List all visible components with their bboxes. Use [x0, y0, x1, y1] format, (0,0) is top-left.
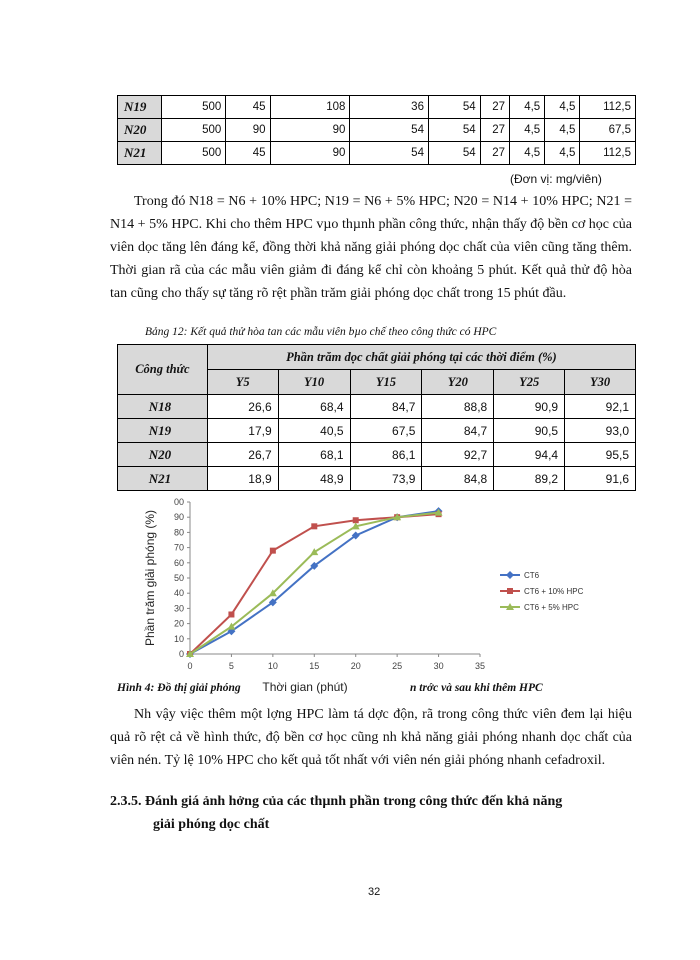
- table-cell: 67,5: [580, 119, 636, 142]
- unit-note: (Đơn vị: mg/viên): [510, 172, 602, 186]
- table-cell: 18,9: [207, 467, 278, 491]
- table-cell: 112,5: [580, 96, 636, 119]
- data-point: [270, 548, 276, 554]
- x-tick-label: 30: [433, 661, 444, 671]
- data-point: [228, 611, 234, 617]
- x-tick-label: 5: [228, 661, 234, 671]
- table-cell: 86,1: [350, 443, 422, 467]
- table-cell: 90: [270, 119, 350, 142]
- table-cell: 91,6: [565, 467, 636, 491]
- heading-line1: Đánh giá ảnh hởng của các thµnh phần trong công thức đến khả năng: [145, 794, 563, 809]
- y-tick-label: 80: [173, 527, 184, 538]
- y-tick-label: 10: [173, 633, 184, 644]
- row-label: N20: [118, 443, 208, 467]
- table-cell: 94,4: [494, 443, 565, 467]
- table-caption: Bảng 12: Kết quả thử hòa tan các mẫu viên bµo chế theo công thức có HPC: [145, 326, 497, 338]
- y-tick-label: 0: [178, 649, 184, 659]
- table-cell: 54: [428, 96, 480, 119]
- x-axis-label: Thời gian (phút): [262, 680, 348, 694]
- x-tick-label: 25: [392, 661, 403, 671]
- row-label: N21: [118, 467, 208, 491]
- table-cell: 93,0: [565, 419, 636, 443]
- y-tick-label: 50: [173, 573, 184, 583]
- table-cell: 4,5: [545, 119, 580, 142]
- table-cell: 112,5: [580, 142, 636, 165]
- x-tick-label: 15: [309, 661, 320, 671]
- table-cell: 92,7: [422, 443, 494, 467]
- table-cell: 4,5: [545, 142, 580, 165]
- paragraph-results: Trong đó N18 = N6 + 10% HPC; N19 = N6 + 5% HPC; N20 = N14 + 10% HPC; N21 = N14 + 5% HPC. Khi cho thêm HPC vµo thµnh phần công thức, nhận thấy độ bền cơ học của viên dọc tăng lên đáng kể, đồng thời khả năng giải phóng dọc chất của viên cũng tăng thêm. Thời gian rã của các mẫu viên giảm đi đáng kể chỉ còn khoảng 5 phút. Kết quả thử độ hòa tan cũng cho thấy sự tăng rõ rệt phần trăm giải phóng dọc chất trong 15 phút đầu.: [110, 194, 632, 301]
- table-cell: 27: [480, 142, 509, 165]
- table-cell: 17,9: [207, 419, 278, 443]
- page-number: 32: [368, 886, 381, 898]
- data-point: [311, 523, 317, 529]
- legend-label: CT6 + 10% HPC: [524, 587, 584, 596]
- table-cell: 26,6: [207, 395, 278, 419]
- table-row: [118, 467, 636, 491]
- table-cell: 54: [350, 142, 429, 165]
- table-cell: 89,2: [494, 467, 565, 491]
- section-heading: [110, 790, 635, 813]
- row-label: N19: [118, 96, 162, 119]
- figure-caption-right: n trớc và sau khi thêm HPC: [410, 682, 543, 694]
- figure-caption-left: Hình 4: Đồ thị giải phóng: [117, 682, 241, 694]
- legend-marker: [506, 571, 514, 579]
- y-tick-label: 90: [173, 512, 184, 523]
- row-label: N19: [118, 419, 208, 443]
- table-cell: 90,5: [494, 419, 565, 443]
- table-row: [118, 96, 636, 119]
- table-cell: 27: [480, 119, 509, 142]
- time-header: Y20: [422, 370, 494, 395]
- table-cell: 4,5: [510, 142, 545, 165]
- x-tick-label: 10: [267, 661, 278, 671]
- table-cell: 45: [226, 142, 270, 165]
- heading-line2: giải phóng dọc chất: [153, 817, 270, 832]
- paragraph-conclusion: Nh vậy việc thêm một lợng HPC làm tá dợc độn, rã trong công thức viên đem lại hiệu quả rõ rệt cả về hình thức, độ bền cơ học cũng nh khả năng giải phóng nhanh dọc chất của viên nén. Tỷ lệ 10% HPC cho kết quả tốt nhất với viên nén giải phóng nhanh cefadroxil.: [110, 707, 632, 768]
- table-row: [118, 443, 636, 467]
- x-tick-label: 0: [187, 661, 193, 671]
- table-cell: 84,7: [350, 395, 422, 419]
- series-line: [190, 511, 439, 654]
- time-header: Y15: [350, 370, 422, 395]
- table-cell: 54: [350, 119, 429, 142]
- table-cell: 88,8: [422, 395, 494, 419]
- table-cell: 500: [162, 96, 226, 119]
- table-cell: 4,5: [510, 119, 545, 142]
- table-cell: 26,7: [207, 443, 278, 467]
- y-axis-label: Phần trăm giải phóng (%): [143, 509, 157, 647]
- dissolution-chart: [110, 490, 640, 700]
- y-tick-label: 00: [173, 497, 184, 507]
- y-tick-label: 40: [173, 588, 184, 599]
- table-cell: 500: [162, 142, 226, 165]
- header-group: Phần trăm dọc chất giải phóng tại các thời điểm (%): [207, 345, 635, 370]
- table-cell: 108: [270, 96, 350, 119]
- table-cell: 45: [226, 96, 270, 119]
- table-cell: 36: [350, 96, 429, 119]
- table-cell: 84,8: [422, 467, 494, 491]
- table-cell: 95,5: [565, 443, 636, 467]
- table-cell: 40,5: [278, 419, 350, 443]
- header-formula: Công thức: [118, 345, 208, 395]
- row-label: N20: [118, 119, 162, 142]
- y-tick-label: 60: [173, 557, 184, 568]
- dissolution-table: [117, 344, 636, 491]
- table-cell: 48,9: [278, 467, 350, 491]
- table-cell: 68,1: [278, 443, 350, 467]
- y-tick-label: 70: [173, 542, 184, 553]
- table-cell: 67,5: [350, 419, 422, 443]
- y-tick-label: 20: [173, 618, 184, 629]
- table-row: [118, 119, 636, 142]
- table-cell: 4,5: [510, 96, 545, 119]
- table-row: [118, 395, 636, 419]
- row-label: N18: [118, 395, 208, 419]
- table-row: [118, 419, 636, 443]
- time-header: Y25: [494, 370, 565, 395]
- table-cell: 90: [270, 142, 350, 165]
- table-cell: 4,5: [545, 96, 580, 119]
- x-tick-label: 20: [350, 661, 361, 671]
- data-point: [310, 548, 318, 555]
- x-tick-label: 35: [474, 661, 486, 671]
- table-row: [118, 142, 636, 165]
- time-header: Y30: [565, 370, 636, 395]
- heading-number: 2.3.5.: [110, 794, 142, 809]
- table-cell: 73,9: [350, 467, 422, 491]
- table-cell: 84,7: [422, 419, 494, 443]
- row-label: N21: [118, 142, 162, 165]
- table-cell: 27: [480, 96, 509, 119]
- table-cell: 92,1: [565, 395, 636, 419]
- time-header: Y10: [278, 370, 350, 395]
- table-cell: 500: [162, 119, 226, 142]
- time-header: Y5: [207, 370, 278, 395]
- table-cell: 90,9: [494, 395, 565, 419]
- table-cell: 90: [226, 119, 270, 142]
- y-tick-label: 30: [173, 603, 184, 614]
- table-cell: 54: [428, 142, 480, 165]
- legend-marker: [507, 588, 513, 594]
- legend-label: CT6: [524, 571, 540, 580]
- legend-label: CT6 + 5% HPC: [524, 603, 579, 612]
- formula-table: [117, 95, 636, 165]
- table-cell: 54: [428, 119, 480, 142]
- table-cell: 68,4: [278, 395, 350, 419]
